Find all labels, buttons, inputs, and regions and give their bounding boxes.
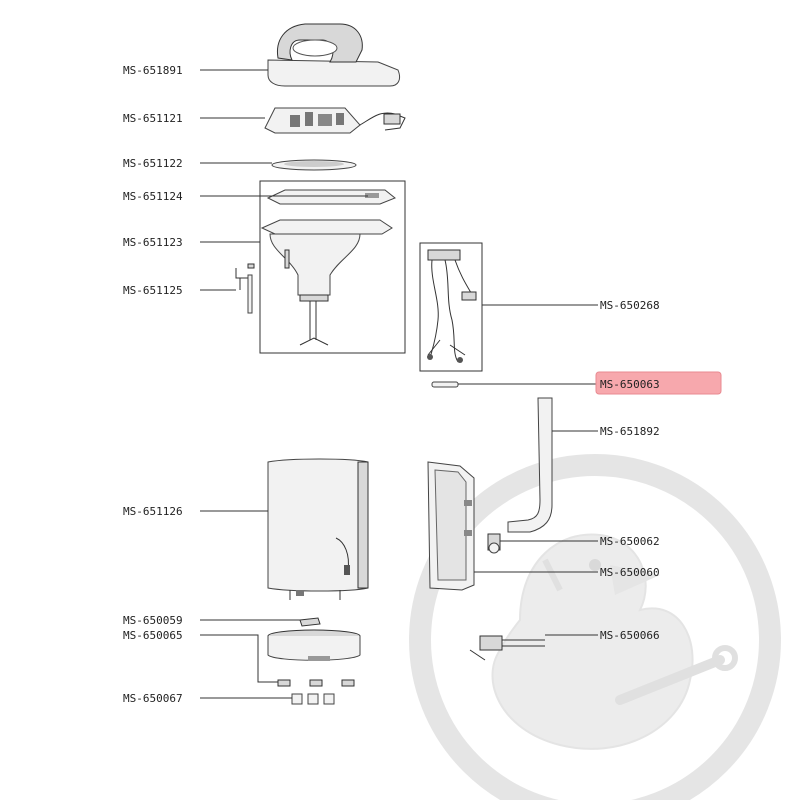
part-wiring-harness[interactable] <box>427 250 476 363</box>
part-small-screws[interactable] <box>236 264 254 313</box>
label-ms-650268[interactable]: MS-650268 <box>600 299 660 312</box>
part-feet[interactable] <box>278 680 354 704</box>
label-ms-651123[interactable]: MS-651123 <box>123 236 183 249</box>
part-circuit-board[interactable] <box>265 108 405 133</box>
part-valve[interactable] <box>488 534 500 553</box>
part-reservoir-funnel[interactable] <box>262 220 392 345</box>
label-ms-651126[interactable]: MS-651126 <box>123 505 183 518</box>
label-ms-651892[interactable]: MS-651892 <box>600 425 660 438</box>
label-ms-650063[interactable]: MS-650063 <box>600 378 660 391</box>
part-base[interactable] <box>268 630 360 661</box>
part-small-clip[interactable] <box>300 618 320 626</box>
label-ms-651122[interactable]: MS-651122 <box>123 157 183 170</box>
part-top-handle[interactable] <box>268 24 400 86</box>
label-ms-651121[interactable]: MS-651121 <box>123 112 183 125</box>
label-ms-651125[interactable]: MS-651125 <box>123 284 183 297</box>
label-ms-650059[interactable]: MS-650059 <box>123 614 183 627</box>
label-ms-650065[interactable]: MS-650065 <box>123 629 183 642</box>
assembly-box-wiring <box>420 243 482 371</box>
label-ms-650067[interactable]: MS-650067 <box>123 692 183 705</box>
part-main-body[interactable] <box>268 459 368 600</box>
part-bent-pipe[interactable] <box>508 398 552 532</box>
label-ms-650060[interactable]: MS-650060 <box>600 566 660 579</box>
label-ms-650066[interactable]: MS-650066 <box>600 629 660 642</box>
label-ms-651124[interactable]: MS-651124 <box>123 190 183 203</box>
label-ms-651891[interactable]: MS-651891 <box>123 64 183 77</box>
part-side-panel[interactable] <box>428 462 474 590</box>
part-plate[interactable] <box>272 160 356 170</box>
label-ms-650062[interactable]: MS-650062 <box>600 535 660 548</box>
part-cover-plate[interactable] <box>268 190 395 204</box>
